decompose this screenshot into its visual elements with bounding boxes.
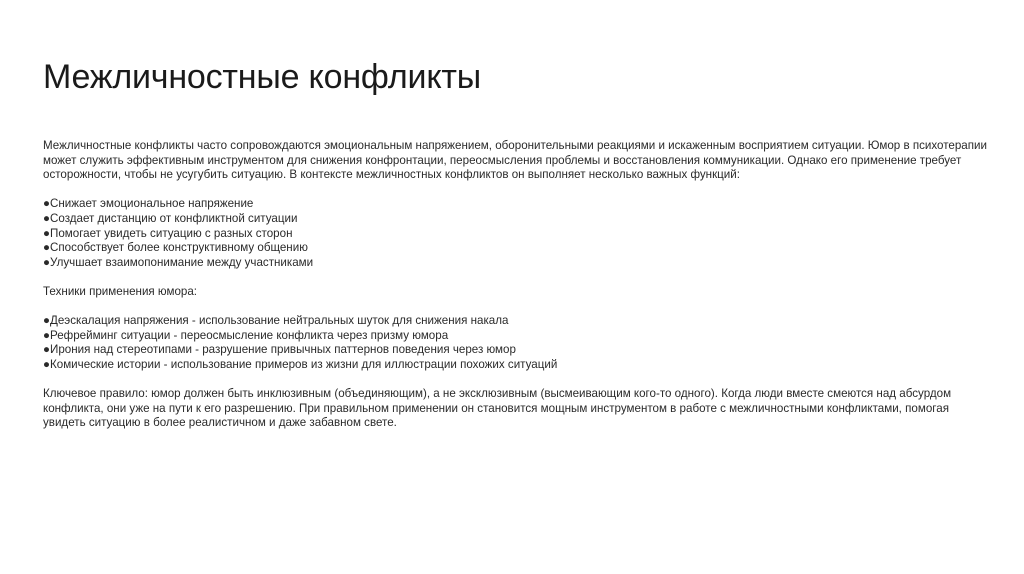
list-item: ●Деэскалация напряжения - использование нейтральных шуток для снижения накала xyxy=(43,314,509,328)
techniques-heading: Техники применения юмора: xyxy=(43,284,198,298)
techniques-list xyxy=(43,314,988,372)
slide-title: Межличностные конфликты xyxy=(43,58,482,96)
key-rule-paragraph: Ключевое правило: юмор должен быть инклюзивным (объединяющим), а не эксклюзивным (высмеивающим кого-то одного). Когда люди вместе смеются над абсурдом конфликта, они уже на пути к его разрешению. При правильном применении он становится мощным инструментом в работе с межличностными конфликтами, помогая увидеть ситуацию в более реалистичном и даже забавном свете. xyxy=(43,387,952,430)
list-item: ●Ирония над стереотипами - разрушение привычных паттернов поведения через юмор xyxy=(43,343,516,357)
list-item: ●Снижает эмоциональное напряжение xyxy=(43,197,254,211)
list-item: ●Создает дистанцию от конфликтной ситуации xyxy=(43,211,298,225)
list-item: ●Улучшает взаимопонимание между участниками xyxy=(43,255,314,269)
intro-paragraph: Межличностные конфликты часто сопровождаются эмоциональным напряжением, оборонительными реакциями и искаженным восприятием ситуации. Юмор в психотерапии может служить эффективным инструментом для снижения конфронтации, переосмысления проблемы и восстановления коммуникации. Однако его применение требует осторожности, чтобы не усугубить ситуацию. В контексте межличностных конфликтов он выполняет несколько важных функций: xyxy=(43,139,987,182)
list-item: ●Рефрейминг ситуации - переосмысление конфликта через призму юмора xyxy=(43,328,449,342)
list-item: ●Комические истории - использование примеров из жизни для иллюстрации похожих ситуаций xyxy=(43,357,558,371)
slide-content xyxy=(43,139,988,445)
functions-list xyxy=(43,197,988,270)
list-item: ●Помогает увидеть ситуацию с разных сторон xyxy=(43,226,293,240)
list-item: ●Способствует более конструктивному общению xyxy=(43,241,308,255)
